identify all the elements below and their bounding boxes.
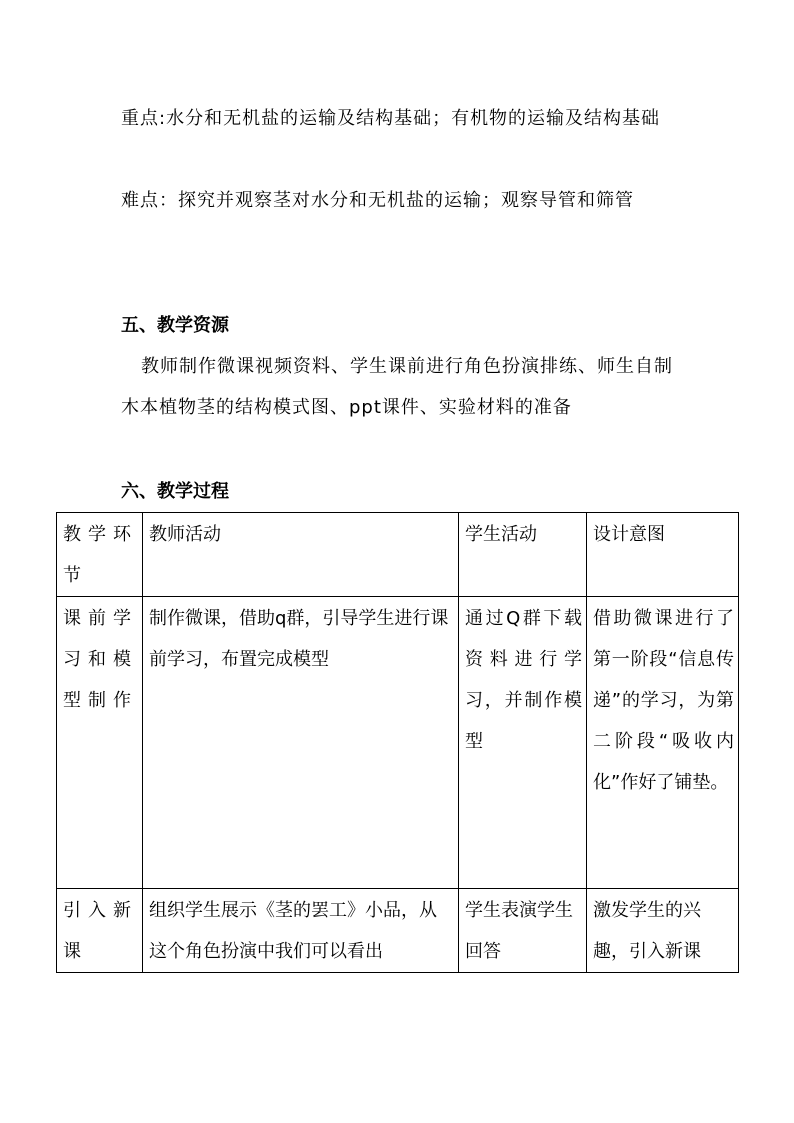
row1-stage: 课前学习和模型制作: [57, 597, 143, 889]
row2-student: 学生表演学生回答: [459, 889, 587, 973]
row1-teacher: 制作微课，借助q群，引导学生进行课前学习，布置完成模型: [143, 597, 459, 889]
section6-title: 六、教学过程: [121, 481, 229, 502]
teaching-process-table: [56, 512, 739, 973]
header-stage: 教学环节: [57, 513, 143, 597]
row1-intent: 借助微课进行了第一阶段“信息传递”的学习，为第二阶段“吸收内化”作好了铺垫。: [587, 597, 739, 889]
table-row: [57, 889, 739, 973]
focus-points: 重点:水分和无机盐的运输及结构基础；有机物的运输及结构基础: [121, 108, 661, 129]
row1-student: 通过Q群下载资料进行学习，并制作模型: [459, 597, 587, 889]
header-teacher: 教师活动: [143, 513, 459, 597]
difficulty-points: 难点：探究并观察茎对水分和无机盐的运输；观察导管和筛管: [121, 190, 634, 211]
header-student: 学生活动: [459, 513, 587, 597]
row2-teacher: 组织学生展示《茎的罢工》小品，从这个角色扮演中我们可以看出: [143, 889, 459, 973]
section5-title: 五、教学资源: [121, 315, 229, 336]
row2-stage: 引入新课: [57, 889, 143, 973]
table-header-row: [57, 513, 739, 597]
table-row: [57, 597, 739, 889]
row2-intent: 激发学生的兴趣，引入新课: [587, 889, 739, 973]
header-intent: 设计意图: [587, 513, 739, 597]
section5-body: 教师制作微课视频资料、学生课前进行角色扮演排练、师生自制木本植物茎的结构模式图、ppt课件、实验材料的准备: [121, 356, 673, 418]
